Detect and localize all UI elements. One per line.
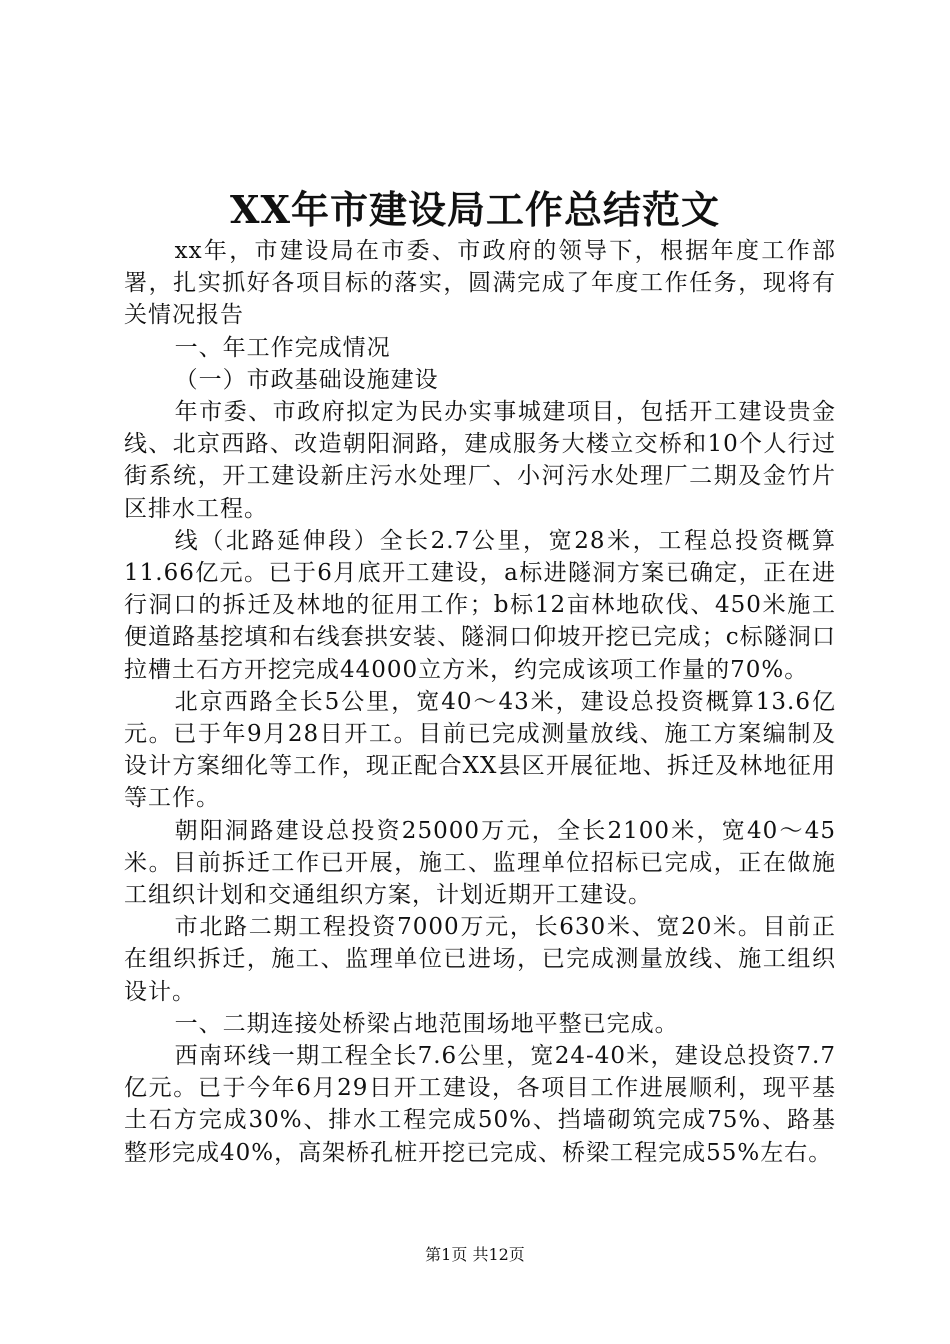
heading-section-1: 一、年工作完成情况: [174, 334, 391, 361]
document-body: [124, 235, 836, 1169]
paragraph-chaoyangdong-road: 朝阳洞路建设总投资25000万元，全长2100米，宽40～45米。目前拆迁工作已开展，施工、监理单位招标已完成，正在做施工组织计划和交通组织方案，计划近期开工建设。: [124, 817, 836, 909]
paragraph-line-extension: 线（北路延伸段）全长2.7公里，宽28米，工程总投资概算11.66亿元。已于6月底开工建设，a标进隧洞方案已确定，正在进行洞口的拆迁及林地的征用工作；b标12亩林地砍伐、450米施工便道路基挖填和右线套拱安装、隧洞口仰坡开挖已完成；c标隧洞口拉槽土石方开挖完成44000立方米，约完成该项工作量的70%。: [124, 527, 836, 683]
paragraph-bridge-site: 一、二期连接处桥梁占地范围场地平整已完成。: [174, 1010, 679, 1037]
paragraph-projects: 年市委、市政府拟定为民办实事城建项目，包括开工建设贵金线、北京西路、改造朝阳洞路，建成服务大楼立交桥和10个人行过街系统，开工建设新庄污水处理厂、小河污水处理厂二期及金竹片区排水工程。: [124, 399, 836, 522]
document-title: XX年市建设局工作总结范文: [230, 187, 720, 232]
page-number-footer: 第1页 共12页: [425, 1245, 525, 1264]
paragraph-intro: xx年，市建设局在市委、市政府的领导下，根据年度工作部署，扎实抓好各项目标的落实，圆满完成了年度工作任务，现将有关情况报告: [124, 238, 836, 329]
heading-subsection-1: （一）市政基础设施建设: [174, 366, 439, 393]
paragraph-shibei-road-phase2: 市北路二期工程投资7000万元，长630米、宽20米。目前正在组织拆迁，施工、监理单位已进场，已完成测量放线、施工组织设计。: [124, 914, 836, 1005]
paragraph-southwest-ring: 西南环线一期工程全长7.6公里，宽24-40米，建设总投资7.7亿元。已于今年6月29日开工建设，各项目工作进展顺利，现平基土石方完成30%、排水工程完成50%、挡墙砌筑完成75%、路基整形完成40%，高架桥孔桩开挖已完成、桥梁工程完成55%左右。: [124, 1043, 836, 1166]
paragraph-beijing-west-road: 北京西路全长5公里，宽40～43米，建设总投资概算13.6亿元。已于年9月28日开工。目前已完成测量放线、施工方案编制及设计方案细化等工作，现正配合XX县区开展征地、拆迁及林地征用等工作。: [124, 688, 836, 812]
